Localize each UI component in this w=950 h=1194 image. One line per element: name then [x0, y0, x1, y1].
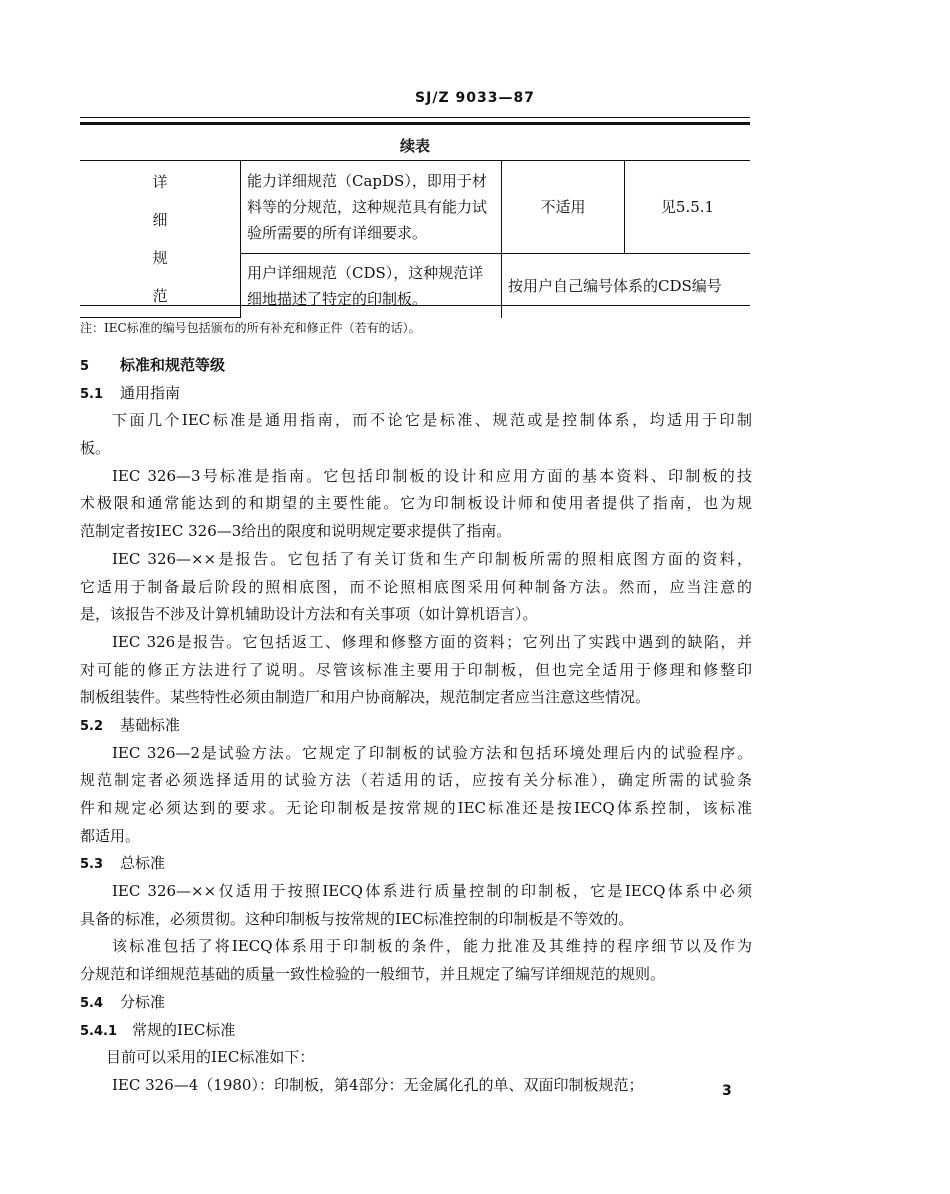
paragraph-line: 范制定者按IEC 326—3给出的限度和说明规定要求提供了指南。	[80, 522, 512, 541]
paragraph-line: 对可能的修正方法进行了说明。尽管该标准主要用于印制板，但也完全适用于修理和修整印	[80, 660, 752, 679]
paragraph-line: IEC 326是报告。它包括返工、修理和修整方面的资料；它列出了实践中遇到的缺陷，并	[112, 632, 752, 651]
standard-code-header: SJ/Z 9033—87	[415, 90, 535, 106]
header-rule	[80, 117, 750, 118]
capds-reference: 见5.5.1	[625, 161, 751, 254]
section-number: 5.1	[80, 386, 104, 402]
cds-description: 用户详细规范（CDS），这种规范详细地描述了特定的印制板。	[241, 254, 502, 318]
section-heading	[80, 380, 752, 408]
paragraph-line: IEC 326—2是试验方法。它规定了印制板的试验方法和包括环境处理后内的试验程序。	[112, 743, 752, 762]
table-bottom-rule	[80, 305, 750, 306]
paragraph-line: 分规范和详细规范基础的质量一致性检验的一般细节，并且规定了编写详细规范的规则。	[80, 965, 666, 984]
section-heading	[80, 989, 752, 1017]
section-number: 5.3	[80, 857, 104, 873]
cds-numbering: 按用户自己编号体系的CDS编号	[502, 254, 751, 318]
paragraph-line: 是，该报告不涉及计算机辅助设计方法和有关事项（如计算机语言）。	[80, 605, 538, 624]
section-title: 基础标准	[120, 715, 181, 734]
continued-table	[80, 161, 750, 318]
capds-applicability: 不适用	[502, 161, 625, 254]
paragraph-line: 制板组装件。某些特性必须由制造厂和用户协商解决，规范制定者应当注意这些情况。	[80, 688, 651, 707]
section-number: 5.4	[80, 995, 104, 1011]
section-heading	[80, 850, 752, 878]
section-heading	[80, 1017, 752, 1045]
table-row	[80, 161, 750, 254]
section-number: 5.4.1	[80, 1023, 118, 1039]
section-title: 常规的IEC标准	[132, 1020, 236, 1039]
section-number: 5	[80, 359, 90, 374]
page-number: 3	[722, 1083, 732, 1099]
paragraph-line: 都适用。	[80, 826, 141, 845]
paragraph-line: IEC 326—××是报告。它包括了有关订货和生产印制板所需的照相底图方面的资料，	[112, 549, 752, 568]
paragraph-line: 目前可以采用的IEC标准如下：	[106, 1048, 315, 1067]
section-title: 分标准	[120, 992, 166, 1011]
paragraph-line: 件和规定必须达到的要求。无论印制板是按常规的IEC标准还是按IECQ体系控制，该标准	[80, 799, 752, 817]
header-rule-thick	[80, 122, 750, 125]
paragraph-line: IEC 326—××仅适用于按照IECQ体系进行质量控制的印制板，它是IECQ体系中必须	[112, 882, 752, 901]
row-head-char: 范	[152, 287, 168, 305]
row-head-detail-spec	[80, 161, 241, 318]
section-heading	[80, 352, 752, 380]
row-head-char: 详	[152, 173, 168, 191]
paragraph-line: 它适用于制备最后阶段的照相底图，而不论照相底图采用何种制备方法。然而，应当注意的	[80, 577, 752, 596]
section-heading	[80, 712, 752, 740]
row-head-char: 规	[152, 249, 168, 267]
main-text	[80, 352, 752, 1100]
table-note: 注：IEC标准的编号包括颁布的所有补充和修正件（若有的话）。	[80, 321, 421, 335]
paragraph-line: 下面几个IEC标准是通用指南，而不论它是标准、规范或是控制体系，均适用于印制	[112, 411, 752, 430]
capds-description: 能力详细规范（CapDS），即用于材料等的分规范，这种规范具有能力试验所需要的所有详细要求。	[241, 161, 502, 254]
paragraph-line: 术极限和通常能达到的和期望的主要性能。它为印制板设计师和使用者提供了指南，也为规	[80, 494, 752, 513]
paragraph-line: 板。	[80, 439, 111, 458]
section-title: 通用指南	[120, 383, 181, 402]
paragraph-line: 具备的标准，必须贯彻。这种印制板与按常规的IEC标准控制的印制板是不等效的。	[80, 909, 634, 928]
table-continued-title: 续表	[399, 137, 430, 155]
section-title: 标准和规范等级	[120, 356, 226, 374]
section-number: 5.2	[80, 718, 104, 734]
paragraph-line: 规范制定者必须选择适用的试验方法（若适用的话，应按有关分标准），确定所需的试验条	[80, 771, 752, 790]
section-title: 总标准	[120, 854, 166, 873]
row-head-char: 细	[152, 211, 168, 229]
paragraph-line: IEC 326—4（1980）：印制板，第4部分：无金属化孔的单、双面印制板规范；	[112, 1075, 644, 1094]
paragraph-line: 该标准包括了将IECQ体系用于印制板的条件，能力批准及其维持的程序细节以及作为	[112, 937, 752, 956]
paragraph-line: IEC 326—3号标准是指南。它包括印制板的设计和应用方面的基本资料、印制板的技	[112, 466, 752, 485]
